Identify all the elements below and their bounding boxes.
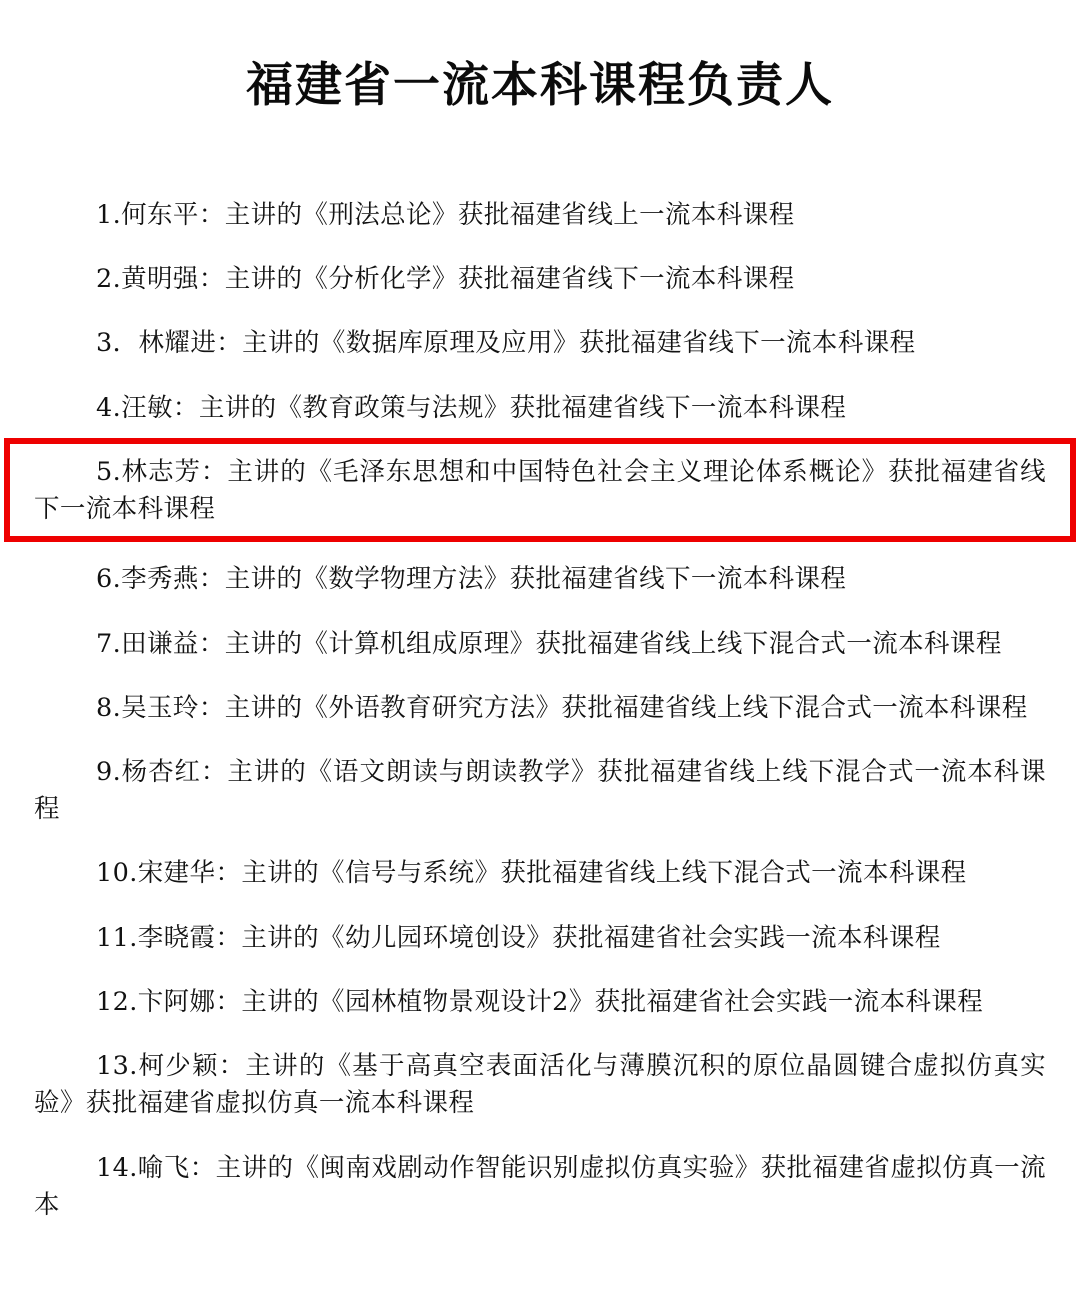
list-item: 6.李秀燕：主讲的《数学物理方法》获批福建省线下一流本科课程 [96,564,847,595]
highlighted-list-item-container [34,454,1046,528]
list-item: 1.何东平：主讲的《刑法总论》获批福建省线上一流本科课程 [96,200,795,230]
list-item: 4.汪敏：主讲的《教育政策与法规》获批福建省线下一流本科课程 [96,392,847,423]
list-item: 13.柯少颖：主讲的《基于高真空表面活化与薄膜沉积的原位晶圆键合虚拟仿真实验》获批福建省虚拟仿真一流本科课程 [34,1051,1046,1119]
course-leader-list [0,197,1080,1224]
list-item: 9.杨杏红：主讲的《语文朗读与朗读教学》获批福建省线上线下混合式一流本科课程 [34,756,1046,825]
list-item: 7.田谦益：主讲的《计算机组成原理》获批福建省线上线下混合式一流本科课程 [96,628,1002,659]
list-item-highlighted: 5.林志芳：主讲的《毛泽东思想和中国特色社会主义理论体系概论》获批福建省线下一流本科课程 [34,456,1046,525]
list-item: 3．林耀进：主讲的《数据库原理及应用》获批福建省线下一流本科课程 [96,328,916,359]
list-item: 12.卞阿娜：主讲的《园林植物景观设计2》获批福建省社会实践一流本科课程 [96,986,984,1017]
list-item: 11.李晓霞：主讲的《幼儿园环境创设》获批福建省社会实践一流本科课程 [96,922,941,953]
list-item: 8.吴玉玲：主讲的《外语教育研究方法》获批福建省线上线下混合式一流本科课程 [96,692,1028,723]
list-item: 14.喻飞：主讲的《闽南戏剧动作智能识别虚拟仿真实验》获批福建省虚拟仿真一流本 [34,1152,1046,1220]
page-title: 福建省一流本科课程负责人 [246,58,834,113]
list-item: 2.黄明强：主讲的《分析化学》获批福建省线下一流本科课程 [96,264,795,295]
list-item: 10.宋建华：主讲的《信号与系统》获批福建省线上线下混合式一流本科课程 [96,858,967,889]
